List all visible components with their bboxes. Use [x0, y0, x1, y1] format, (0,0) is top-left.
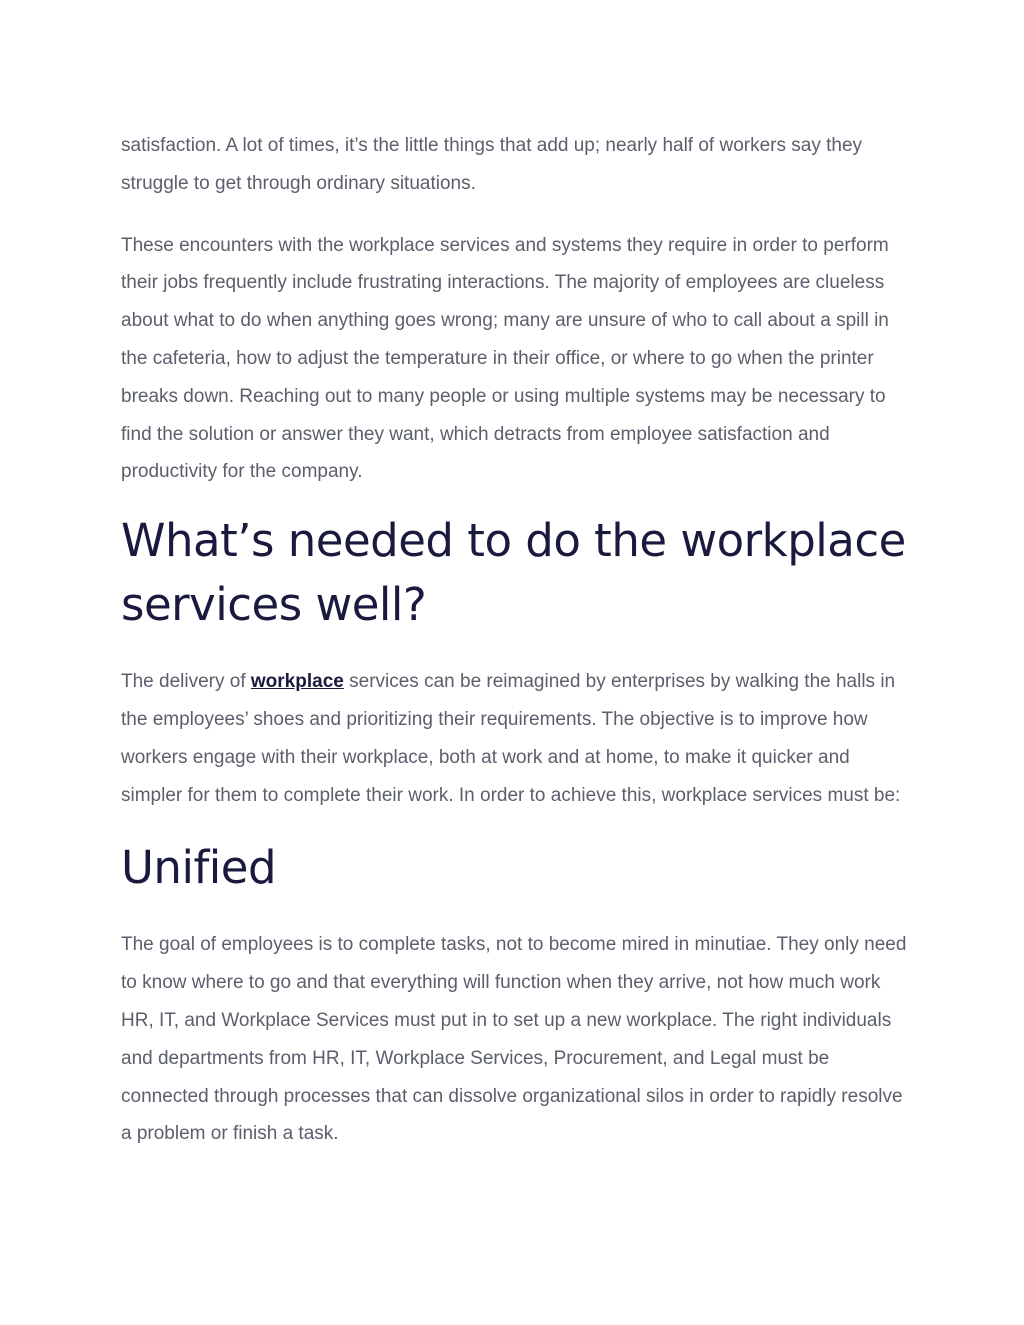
paragraph-intro-1: satisfaction. A lot of times, it’s the little things that add up; nearly half of workers say they struggle to get through ordinary situations.	[121, 135, 863, 194]
paragraph-intro-2: These encounters with the workplace services and systems they require in order to perform their jobs frequently include frustrating interactions. The majority of employees are clueless about what to do when anything goes wrong; many are unsure of who to call about a spill in the cafeteria, how to adjust the temperature in their office, or where to go when the printer breaks down. Reaching out to many people or using multiple systems may be necessary to find the solution or answer they want, which detracts from employee satisfaction and productivity for the company.	[121, 234, 889, 483]
paragraph-unified: The goal of employees is to complete tasks, not to become mired in minutiae. They only need to know where to go and that everything will function when they arrive, not how much work HR, IT, and Workplace Services must put in to set up a new workplace. The right individuals and departments from HR, IT, Workplace Services, Procurement, and Legal must be connected through processes that can dissolve organizational silos in order to rapidly resolve a problem or finish a task.	[121, 934, 907, 1145]
paragraph-delivery-lead: The delivery of	[121, 671, 251, 693]
heading-whats-needed: What’s needed to do the workplace services well?	[121, 514, 906, 632]
paragraph-delivery-rest: services can be reimagined by enterprises by walking the halls in the employees’ shoes and prioritizing their requirements. The objective is to improve how workers engage with their workplace, both at work and at home, to make it quicker and simpler for them to complete their work. In order to achieve this, workplace services must be:	[121, 671, 901, 806]
workplace-link[interactable]: workplace	[250, 671, 344, 693]
document-page	[121, 127, 911, 1153]
paragraph-delivery	[121, 663, 911, 814]
heading-unified: Unified	[121, 841, 277, 895]
